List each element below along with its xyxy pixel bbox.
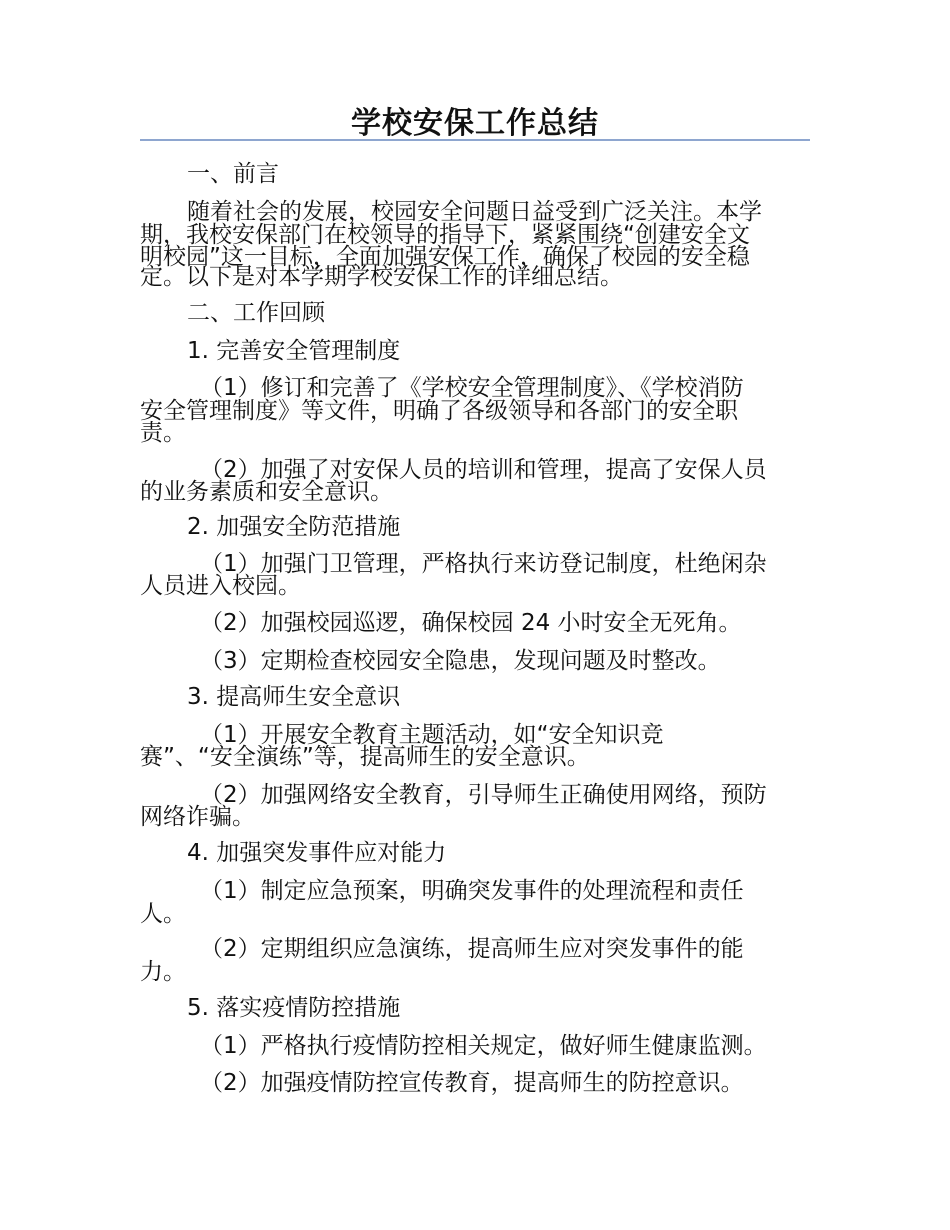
- paragraph-line: 随着社会的发展，校园安全问题日益受到广泛关注。本学: [187, 199, 762, 225]
- list-item-continuation: 人。: [140, 901, 186, 927]
- subsection-heading: 4. 加强突发事件应对能力: [187, 840, 447, 866]
- list-item: （1）制定应急预案，明确突发事件的处理流程和责任: [200, 878, 744, 904]
- title-underline: [140, 139, 810, 141]
- paragraph-line: 定。以下是对本学期学校安保工作的详细总结。: [140, 264, 623, 290]
- list-item: （1）开展安全教育主题活动，如“安全知识竞: [200, 722, 664, 748]
- subsection-heading: 2. 加强安全防范措施: [187, 514, 401, 540]
- paragraph-line: 明校园”这一目标，全面加强安保工作，确保了校园的安全稳: [140, 244, 750, 270]
- list-item-continuation: 安全管理制度》等文件，明确了各级领导和各部门的安全职: [140, 398, 738, 424]
- list-item-continuation: 的业务素质和安全意识。: [140, 479, 393, 505]
- list-item-continuation: 人员进入校园。: [140, 573, 301, 599]
- list-item-continuation: 网络诈骗。: [140, 804, 255, 830]
- list-item: （1）严格执行疫情防控相关规定，做好师生健康监测。: [200, 1033, 767, 1059]
- list-item: （3）定期检查校园安全隐患，发现问题及时整改。: [200, 648, 721, 674]
- list-item: （2）加强疫情防控宣传教育，提高师生的防控意识。: [200, 1070, 744, 1096]
- list-item: （1）修订和完善了《学校安全管理制度》、《学校消防: [200, 375, 744, 401]
- document-title: 学校安保工作总结: [351, 106, 599, 141]
- section-heading-review: 二、工作回顾: [187, 300, 325, 326]
- list-item-continuation: 赛”、“安全演练”等，提高师生的安全意识。: [140, 744, 590, 770]
- list-item: （2）加强网络安全教育，引导师生正确使用网络，预防: [200, 782, 767, 808]
- list-item: （1）加强门卫管理，严格执行来访登记制度，杜绝闲杂: [200, 551, 767, 577]
- list-item-continuation: 责。: [140, 420, 186, 446]
- list-item: （2）加强了对安保人员的培训和管理，提高了安保人员: [200, 457, 767, 483]
- list-item: （2）定期组织应急演练，提高师生应对突发事件的能: [200, 936, 744, 962]
- subsection-heading: 1. 完善安全管理制度: [187, 338, 401, 364]
- list-item-continuation: 力。: [140, 959, 186, 985]
- subsection-heading: 3. 提高师生安全意识: [187, 684, 401, 710]
- subsection-heading: 5. 落实疫情防控措施: [187, 995, 401, 1021]
- list-item: （2）加强校园巡逻，确保校园 24 小时安全无死角。: [200, 610, 742, 636]
- paragraph-line: 期，我校安保部门在校领导的指导下，紧紧围绕“创建安全文: [140, 222, 750, 248]
- section-heading-preface: 一、前言: [187, 161, 279, 187]
